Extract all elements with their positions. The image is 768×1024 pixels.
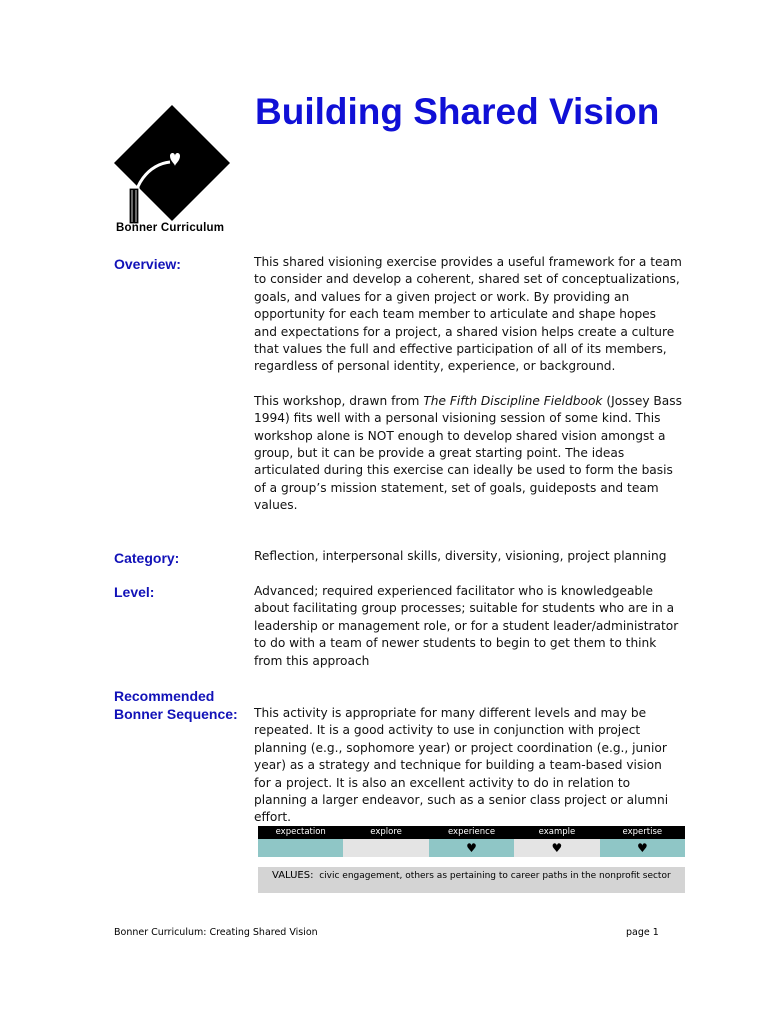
values-text: civic engagement, others as pertaining to career paths in the nonprofit sector <box>319 871 671 881</box>
header-expectation: expectation <box>275 827 326 837</box>
footer-document-title: Bonner Curriculum: Creating Shared Vision <box>114 927 318 938</box>
category-label: Category: <box>114 550 180 566</box>
level-label: Level: <box>114 584 155 600</box>
overview-text <box>254 254 682 515</box>
level-text: Advanced; required experienced facilitator who is knowledgeable about facilitating group processes; suitable for students who are in a leadership or management role, or for a student leader/administrator to do with a team of newer students to begin to get them to think from this approach <box>254 584 679 668</box>
values-matrix <box>258 826 685 857</box>
sequence-label-line2: Bonner Sequence: <box>114 706 238 722</box>
page-title: Building Shared Vision <box>255 91 660 132</box>
cell-expectation <box>258 839 343 857</box>
overview-paragraph-1: This shared visioning exercise provides a useful framework for a team to consider and develop a coherent, shared set of conceptualizations, goals, and values for a given project or work. By providing an opportunity for each team member to articulate and shape hopes and expectations for a project, a shared vision helps create a culture that values the full and effective participation of all of its members, regardless of personal identity, experience, or background. <box>254 255 682 374</box>
sequence-label-line1: Recommended <box>114 688 215 704</box>
bonner-curriculum-logo <box>110 100 245 240</box>
footer-page-number: page 1 <box>626 927 659 938</box>
values-matrix-cells <box>258 839 685 857</box>
header-example: example <box>538 827 576 837</box>
values-box <box>258 867 685 893</box>
cell-example-heart-icon: ♥ <box>514 839 599 857</box>
header-experience: experience <box>447 827 496 837</box>
book-title: The Fifth Discipline Fieldbook <box>423 393 603 408</box>
sequence-text: This activity is appropriate for many different levels and may be repeated. It is a good activity to use in conjunction with project planning (e.g., sophomore year) or project coordination (e.g., junior year) as a strategy and technique for building a team-based vision for a project. It is also an excellent activity to do in relation to planning a larger endeavor, such as a senior class project or alumni effort. <box>254 706 669 825</box>
cell-explore <box>343 839 428 857</box>
overview-label: Overview: <box>114 256 181 272</box>
overview-paragraph-2 <box>254 393 682 515</box>
header-explore: explore <box>370 827 402 837</box>
values-matrix-header <box>258 826 685 839</box>
category-text: Reflection, interpersonal skills, diversity, visioning, project planning <box>254 549 667 563</box>
logo-caption: Bonner Curriculum <box>116 222 225 234</box>
overview-p2-start: This workshop, drawn from <box>254 393 424 408</box>
values-label: VALUES: <box>272 870 314 881</box>
cell-experience-heart-icon: ♥ <box>429 839 514 857</box>
cell-expertise-heart-icon: ♥ <box>600 839 685 857</box>
overview-p2-end: (Jossey Bass 1994) fits well with a personal visioning session of some kind. This workshop alone is NOT enough to develop shared vision amongst a group, but it can be provide a great starting point. The ideas articulated during this exercise can ideally be used to form the basis of a group’s mission statement, set of goals, guideposts and team values. <box>254 393 682 513</box>
header-expertise: expertise <box>622 827 663 837</box>
